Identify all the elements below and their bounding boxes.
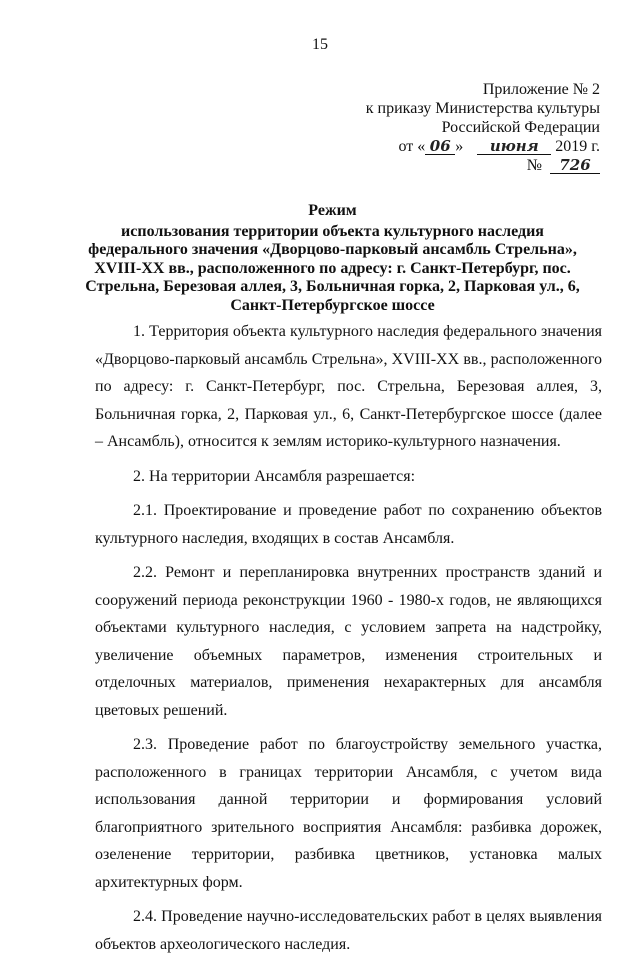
date-year: 2019 г. [555,138,600,155]
title-heading: Режим [308,202,357,219]
appendix-date-line [366,137,600,156]
title-line: использования территории объекта культурного наследия [121,222,544,240]
paragraph-1: 1. Территория объекта культурного наследия федерального значения «Дворцово-парковый ансамбль Стрельна», XVIII-XX вв., расположенного по адресу: г. Санкт-Петербург, пос. Стрельна, Березовая аллея, 3, Больничная горка, 2, Парковая ул., 6, Санкт-Петербургское шоссе (далее – Ансамбль), относится к землям историко-культурного назначения. [95,323,602,450]
date-mid: » [455,138,464,155]
page-number: 15 [312,36,328,53]
appendix-federation: Российской Федерации [441,119,600,136]
title-line: Санкт-Петербургское шоссе [230,296,435,314]
paragraph-2: 2. На территории Ансамбля разрешается: [133,467,416,485]
date-day-handwritten: 06 [425,139,455,155]
date-month-handwritten: июня [477,139,551,155]
appendix-order-ref: к приказу Министерства культуры [365,100,600,117]
appendix-number-line [366,156,600,175]
document-title [60,202,605,315]
appendix-header [366,80,600,175]
order-number-handwritten: 726 [550,158,600,174]
appendix-title: Приложение № 2 [482,81,600,98]
document-body [95,318,602,965]
paragraph-2-2: 2.2. Ремонт и перепланировка внутренних пространств зданий и сооружений периода реконструкции 1960 - 1980-х годов, не являющихся объектами культурного наследия, с условием запрета на надстройку, увеличение объемных параметров, изменения строительных и отделочных материалов, применения нехарактерных для ансамбля цветовых решений. [95,564,602,719]
date-prefix: от « [398,138,426,155]
paragraph-2-4: 2.4. Проведение научно-исследовательских работ в целях выявления объектов археологического наследия. [95,908,602,953]
title-line: Стрельна, Березовая аллея, 3, Больничная горка, 2, Парковая ул., 6, [85,278,580,295]
title-line: федерального значения «Дворцово-парковый ансамбль Стрельна», [88,241,577,258]
paragraph-2-3: 2.3. Проведение работ по благоустройству земельного участка, расположенного в границах территории Ансамбля, с учетом вида использования данной территории и формирования условий благоприятного зрительного восприятия Ансамбля: разбивка дорожек, озеленение территории, разбивка цветников, установка малых архитектурных форм. [95,736,602,891]
number-prefix: № [526,157,542,174]
title-line: XVIII-XX вв., расположенного по адресу: г. Санкт-Петербург, пос. [94,259,571,277]
paragraph-2-1: 2.1. Проектирование и проведение работ по сохранению объектов культурного наследия, входящих в состав Ансамбля. [95,502,602,547]
